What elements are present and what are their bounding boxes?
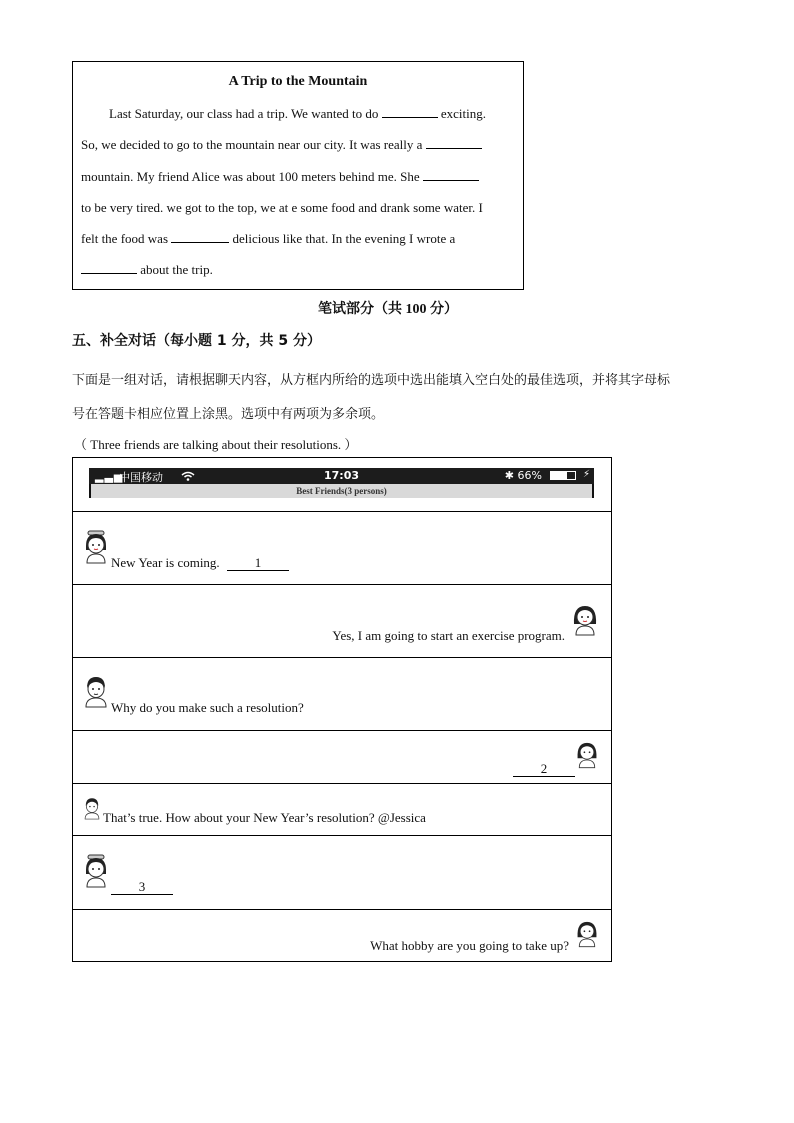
bluetooth-icon: ✱ <box>504 469 514 482</box>
chat-row-3 <box>73 657 611 731</box>
answer-blank <box>81 262 137 274</box>
answer-blank <box>171 231 229 243</box>
chat-row-5 <box>73 783 611 836</box>
passage-line-5 <box>81 231 455 247</box>
carrier-label: 中国移动 <box>119 471 163 484</box>
passage-text: Last Saturday, our class had a trip. We wanted to do <box>109 106 379 121</box>
answer-blank-2: 2 <box>513 762 575 777</box>
answer-blank-1: 1 <box>227 556 289 571</box>
chat-row-2 <box>73 584 611 658</box>
message-7: What hobby are you going to take up? <box>370 938 569 953</box>
passage-line-1 <box>109 106 486 122</box>
passage-text: So, we decided to go to the mountain near our city. It was really a <box>81 137 423 152</box>
passage-text: delicious like that. In the evening I wrote a <box>232 231 456 246</box>
group-name: Best Friends(3 persons) <box>89 484 594 498</box>
girl-avatar-icon <box>575 739 599 769</box>
answer-blank <box>426 137 482 149</box>
phone-header <box>89 468 594 498</box>
message-6 <box>111 879 173 895</box>
chat-screenshot <box>72 457 612 962</box>
girl-avatar-icon <box>575 918 599 948</box>
section-score: 笔试部分（共 100 分） <box>318 302 458 317</box>
message-3: Why do you make such a resolution? <box>111 700 304 715</box>
charging-icon: ⚡ <box>582 469 590 480</box>
answer-blank <box>423 169 479 181</box>
message-2: Yes, I am going to start an exercise program. <box>332 628 565 643</box>
girl-avatar-icon <box>571 602 599 636</box>
passage-line-3 <box>81 169 479 185</box>
battery-icon <box>550 471 576 480</box>
chat-row-4 <box>73 730 611 784</box>
battery-percent: 66% <box>517 469 542 482</box>
dialogue-context: （ Three friends are talking about their resolutions. ） <box>74 437 358 452</box>
message-4 <box>513 761 575 777</box>
passage-text: about the trip. <box>140 262 213 277</box>
passage-text: to be very tired. we got to the top, we at e some food and drank some water. I <box>81 200 483 215</box>
status-bar <box>89 468 594 484</box>
passage-line-6 <box>81 262 213 278</box>
passage-box <box>72 61 524 290</box>
boy-avatar-icon <box>83 796 101 820</box>
passage-line-2 <box>81 137 482 153</box>
section-heading: 五、补全对话（每小题 1 分，共 5 分） <box>72 333 321 349</box>
message-1 <box>111 555 289 571</box>
girl-avatar-icon <box>83 854 109 888</box>
instruction-line-2: 号在答题卡相应位置上涂黑。选项中有两项为多余项。 <box>72 407 385 422</box>
passage-text: exciting. <box>440 106 486 121</box>
passage-line-4 <box>81 200 483 216</box>
boy-avatar-icon <box>83 674 109 708</box>
chat-row-6 <box>73 835 611 910</box>
passage-text: felt the food was <box>81 231 169 246</box>
passage-text: mountain. My friend Alice was about 100 meters behind me. She <box>81 169 420 184</box>
instruction-line-1: 下面是一组对话，请根据聊天内容，从方框内所给的选项中选出能填入空白处的最佳选项，并将其字母标 <box>72 373 671 388</box>
chat-row-7 <box>73 909 611 962</box>
passage-title: A Trip to the Mountain <box>228 74 368 89</box>
clock-time: 17:03 <box>323 469 359 482</box>
message-text: New Year is coming. <box>111 555 220 570</box>
message-5: That’s true. How about your New Year’s resolution? @Jessica <box>103 810 426 825</box>
chat-row-1 <box>73 511 611 585</box>
girl-avatar-icon <box>83 530 109 564</box>
answer-blank <box>382 106 438 118</box>
signal-icon: ▂▃▅ <box>95 470 124 483</box>
answer-blank-3: 3 <box>111 880 173 895</box>
